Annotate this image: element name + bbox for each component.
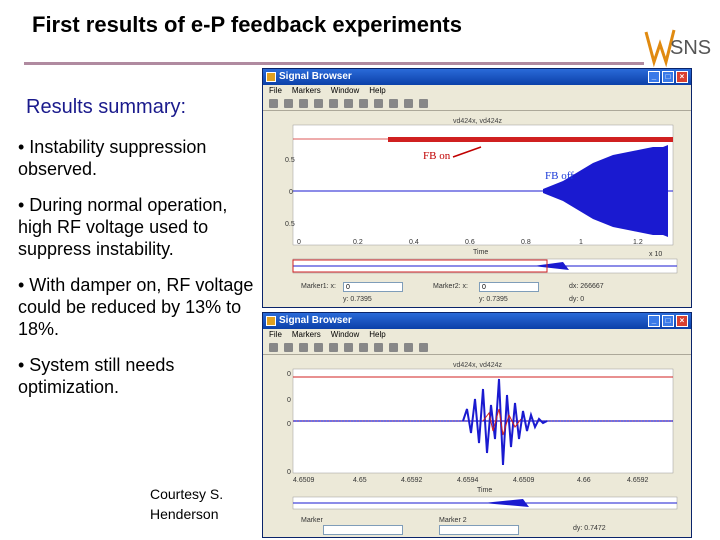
signal-browser-window-1: [262, 68, 692, 308]
print-icon[interactable]: [284, 99, 293, 108]
x-tick: 0.6: [465, 239, 475, 246]
x-tick: 1.2: [633, 239, 643, 246]
x-tick: 4.6509: [513, 477, 535, 484]
delta-y: dy: 0: [569, 296, 585, 303]
pan-icon[interactable]: [329, 343, 338, 352]
marker2-x-field[interactable]: [439, 525, 519, 535]
menu-file[interactable]: File: [269, 330, 282, 339]
x-tick: 0.4: [409, 239, 419, 246]
x-tick: 4.65: [353, 477, 367, 484]
y-tick: 0: [287, 469, 291, 476]
toolbar: [263, 97, 691, 111]
zoom-out-icon[interactable]: [314, 343, 323, 352]
overview-strip[interactable]: [293, 497, 677, 509]
signal-plot-2[interactable]: [293, 362, 673, 473]
close-button[interactable]: ×: [676, 71, 688, 83]
x-tick: 4.6509: [293, 477, 315, 484]
legend-icon[interactable]: [389, 343, 398, 352]
app-icon: [266, 72, 276, 82]
zoom-out-icon[interactable]: [314, 99, 323, 108]
cursor-icon[interactable]: [359, 99, 368, 108]
overview-strip[interactable]: [293, 259, 677, 273]
x-tick: 1: [579, 239, 583, 246]
slide-title: First results of e-P feedback experiments: [32, 12, 462, 37]
fb-on-signal: [388, 137, 673, 142]
minimize-button[interactable]: _: [648, 315, 660, 327]
x-tick: 0.2: [353, 239, 363, 246]
y-tick: 0: [287, 371, 291, 378]
open-icon[interactable]: [269, 343, 278, 352]
y-tick: 0: [287, 397, 291, 404]
y-tick: 0: [287, 421, 291, 428]
bullet-item: • Instability suppression observed.: [18, 137, 207, 179]
bullet-item: • During normal operation, high RF voltage used to suppress instability.: [18, 195, 228, 259]
x-tick: 0.8: [521, 239, 531, 246]
maximize-button[interactable]: □: [662, 315, 674, 327]
app-icon: [266, 316, 276, 326]
window-title: Signal Browser: [279, 71, 352, 82]
menu-window[interactable]: Window: [330, 86, 360, 95]
signal-browser-window-2: [262, 312, 692, 538]
marker1-label: Marker: [301, 517, 323, 524]
delta-y: dy: 0.7472: [573, 525, 606, 532]
menu-markers[interactable]: Markers: [291, 86, 321, 95]
menu-bar: [263, 329, 691, 341]
window-title: Signal Browser: [279, 315, 352, 326]
help-icon[interactable]: [419, 343, 428, 352]
fit-icon[interactable]: [404, 343, 413, 352]
marker2-label: Marker 2: [439, 517, 467, 524]
open-icon[interactable]: [269, 99, 278, 108]
x-tick: 4.6592: [401, 477, 423, 484]
bullet-item: • System still needs optimization.: [18, 355, 175, 397]
title-divider: [24, 62, 644, 65]
window-titlebar[interactable]: [263, 69, 691, 85]
cursor-icon[interactable]: [359, 343, 368, 352]
x-axis-label: Time: [473, 249, 489, 256]
marker2-y: y: 0.7395: [479, 296, 508, 303]
sns-logo: [640, 24, 712, 70]
toolbar: [263, 341, 691, 355]
bullet-item: • With damper on, RF voltage could be reduced by 13% to 18%.: [18, 275, 254, 339]
bullet-list: [18, 136, 258, 412]
minimize-button[interactable]: _: [648, 71, 660, 83]
fit-icon[interactable]: [404, 99, 413, 108]
marker-icon[interactable]: [344, 343, 353, 352]
menu-bar: [263, 85, 691, 97]
x-tick: 4.66: [577, 477, 591, 484]
plot-title: vd424x, vd424z: [453, 118, 503, 125]
pan-icon[interactable]: [329, 99, 338, 108]
marker-icon[interactable]: [344, 99, 353, 108]
y-tick: 0: [289, 189, 293, 196]
print-icon[interactable]: [284, 343, 293, 352]
marker1-y: y: 0.7395: [343, 296, 372, 303]
zoom-in-icon[interactable]: [299, 343, 308, 352]
delta-x: dx: 266667: [569, 283, 604, 290]
marker2-x-field[interactable]: 0: [479, 282, 539, 292]
close-button[interactable]: ×: [676, 315, 688, 327]
help-icon[interactable]: [419, 99, 428, 108]
marker1-x-field[interactable]: 0: [343, 282, 403, 292]
x-axis-label: Time: [477, 487, 493, 494]
marker2-label: Marker2: x:: [433, 283, 469, 290]
x-tick: 4.6594: [457, 477, 479, 484]
marker1-label: Marker1: x:: [301, 283, 337, 290]
menu-file[interactable]: File: [269, 86, 282, 95]
marker1-x-field[interactable]: [323, 525, 403, 535]
menu-help[interactable]: Help: [369, 86, 386, 95]
signal-plot-1[interactable]: [293, 118, 673, 245]
fb-off-label: FB off: [545, 170, 574, 182]
grid-icon[interactable]: [374, 343, 383, 352]
courtesy-note: Courtesy S. Henderson: [150, 486, 224, 522]
maximize-button[interactable]: □: [662, 71, 674, 83]
fb-on-label: FB on: [423, 150, 451, 162]
menu-window[interactable]: Window: [330, 330, 360, 339]
summary-title: Results summary:: [26, 96, 187, 118]
legend-icon[interactable]: [389, 99, 398, 108]
y-tick: 0.5: [285, 221, 295, 228]
window-titlebar[interactable]: [263, 313, 691, 329]
logo-text: SNS: [670, 37, 712, 59]
menu-help[interactable]: Help: [369, 330, 386, 339]
plot-title: vd424x, vd424z: [453, 362, 503, 369]
x-exponent: x 10: [649, 251, 663, 258]
grid-icon[interactable]: [374, 99, 383, 108]
menu-markers[interactable]: Markers: [291, 330, 321, 339]
x-tick: 0: [297, 239, 301, 246]
y-tick: 0.5: [285, 157, 295, 164]
zoom-in-icon[interactable]: [299, 99, 308, 108]
x-tick: 4.6592: [627, 477, 649, 484]
